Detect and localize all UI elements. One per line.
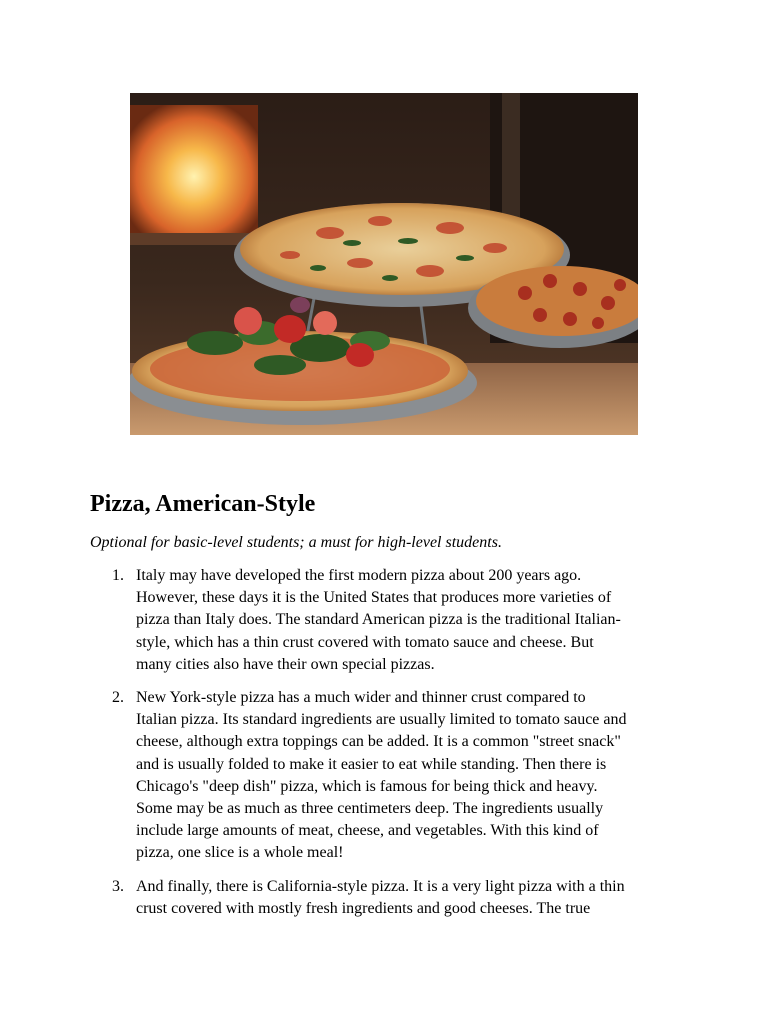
list-item-line: New York-style pizza has a much wider and thinner crust compared to [136, 689, 586, 707]
subtitle: Optional for basic-level students; a must for high-level students. [90, 534, 502, 551]
list-item-line: crust covered with mostly fresh ingredients and good cheeses. The true [136, 899, 591, 917]
list-item [90, 876, 690, 920]
list-item-line: Some may be as much as three centimeters deep. The ingredients usually [136, 800, 604, 818]
list-item-number: 1. [112, 567, 124, 584]
list-item-line: and is usually folded to make it easier to eat while standing. Then there is [136, 755, 607, 773]
list-item-number: 2. [112, 689, 124, 707]
list-item-line: pizza than Italy does. The standard American pizza is the traditional Italian- [136, 611, 621, 629]
list-item-number: 3. [112, 877, 124, 895]
list-item-line: pizza, one slice is a whole meal! [136, 844, 344, 862]
numbered-list [90, 565, 690, 931]
list-item-line: Chicago's "deep dish" pizza, which is famous for being thick and heavy. [136, 777, 598, 795]
list-item-line: Italy may have developed the first modern pizza about 200 years ago. [136, 567, 582, 584]
list-item-line: And finally, there is California-style pizza. It is a very light pizza with a thin [136, 877, 625, 895]
list-item-line: cheese, although extra toppings can be added. It is a common "street snack" [136, 733, 621, 751]
list-item [90, 565, 690, 676]
list-item-line: Italian pizza. Its standard ingredients are usually limited to tomato sauce and [136, 711, 627, 729]
list-item-line: many cities also have their own special pizzas. [136, 655, 435, 673]
pizza-photo-illustration [130, 93, 638, 435]
pizza-photo [130, 93, 638, 435]
list-item-line: style, which has a thin crust covered with tomato sauce and cheese. But [136, 633, 594, 651]
list-item-line: However, these days it is the United States that produces more varieties of [136, 589, 612, 607]
list-item [90, 687, 690, 865]
oven-fire [130, 105, 258, 235]
list-item-line: include large amounts of meat, cheese, and vegetables. With this kind of [136, 822, 599, 840]
page-title: Pizza, American-Style [90, 491, 316, 517]
